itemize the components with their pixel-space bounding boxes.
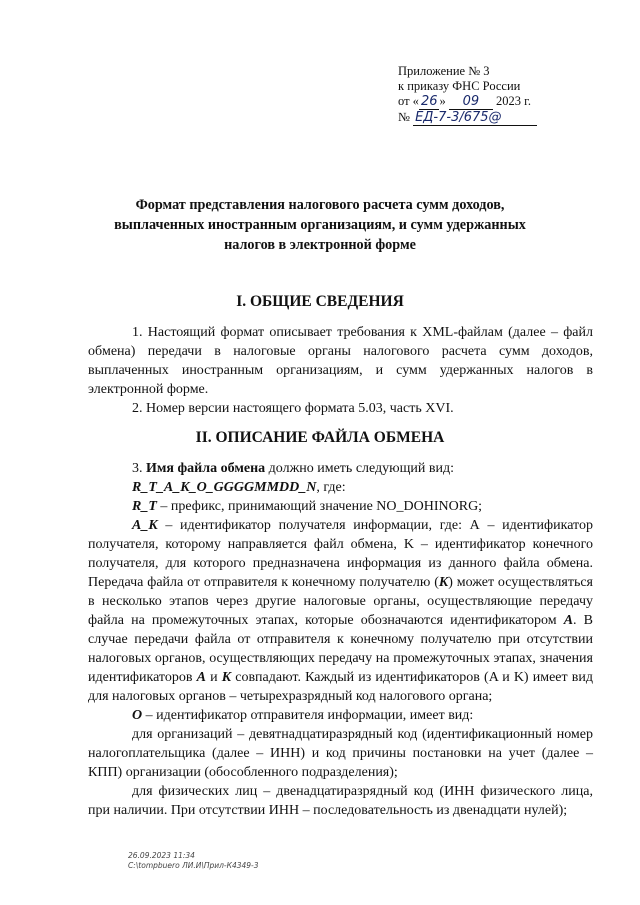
date-year: 2023 г. xyxy=(495,94,531,108)
title-line-1: Формат представления налогового расчета сумм доходов, xyxy=(135,197,505,213)
section-1-heading: I. ОБЩИЕ СВЕДЕНИЯ xyxy=(236,293,404,310)
term-rt: R_T xyxy=(132,499,157,514)
appendix-block xyxy=(398,64,618,126)
definition-rt: R_T – префикс, принимающий значение NO_DOHINORG; xyxy=(132,499,483,514)
title-line-3: налогов в электронной форме xyxy=(224,237,416,253)
paragraph-1: 1. Настоящий формат описывает требования к XML-файлам (далее – файл обмена) передачи в налоговые органы налогового расчета сумм доходов, выплаченных иностранным организациям, и сумм удержанных налогов в электронной форме. xyxy=(88,325,593,397)
section-1-body xyxy=(88,323,593,418)
term-file-name: Имя файла обмена xyxy=(146,461,266,476)
number-value: ЕД-7-3/675@ xyxy=(413,110,537,126)
footer-file-path: С:\tompbuero ЛИ.И\Прил-К4349-3 xyxy=(128,861,259,870)
appendix-line-2: к приказу ФНС России xyxy=(398,79,521,93)
term-ak: A_K xyxy=(132,518,158,533)
paragraph-3: 3. Имя файла обмена должно иметь следующий вид: xyxy=(132,461,455,476)
definition-ak: A_K – идентификатор получателя информации, где: А – идентификатор получателя, которому направляется файл обмена, K – идентификатор конечного получателя, для которого предназначена информация из данного файла обмена. Передача файла от отправителя к конечному получателю (K) может осуществляться в несколько этапов через другие налоговые органы, осуществляющие передачу файла на промежуточных этапах, которые обозначаются идентификатором А. В случае передачи файла от отправителя к конечному получателю при отсутствии налоговых органов, осуществляющих передачу на промежуточных этапах, значения идентификаторов А и K совпадают. Каждый из идентификаторов (A и K) имеет вид для налоговых органов – четырехразрядный код налогового органа; xyxy=(88,518,593,704)
definition-o: O – идентификатор отправителя информации, имеет вид: xyxy=(132,708,474,723)
title-line-2: выплаченных иностранным организациям, и сумм удержанных xyxy=(114,217,526,233)
number-prefix: № xyxy=(398,110,410,124)
footer-timestamp: 26.09.2023 11:34 xyxy=(128,851,195,860)
appendix-number xyxy=(398,110,618,126)
filename-pattern: R_T_A_K_O_GGGGMMDD_N, где: xyxy=(132,480,346,495)
date-day: 26 xyxy=(420,94,438,109)
date-prefix: от « xyxy=(398,94,419,108)
paragraph-2: 2. Номер версии настоящего формата 5.03, часть XVI. xyxy=(132,401,454,416)
term-o: O xyxy=(132,708,143,723)
date-month: 09 xyxy=(449,94,493,110)
document-title xyxy=(100,195,540,255)
filename-template: R_T_A_K_O_GGGGMMDD_N xyxy=(132,480,317,495)
appendix-date: от « 26 » 09 2023 г. xyxy=(398,94,531,109)
definition-individuals: для физических лиц – двенадцатиразрядный код (ИНН физического лица, при наличии. При отсутствии ИНН – последовательность из двенадцати нулей); xyxy=(88,784,593,818)
section-2-body xyxy=(88,459,593,820)
section-2-heading: II. ОПИСАНИЕ ФАЙЛА ОБМЕНА xyxy=(195,429,445,446)
definition-organizations: для организаций – девятнадцатиразрядный код (идентификационный номер налогоплательщика (далее – ИНН) и код причины постановки на учет (далее – КПП) организации (обособленного подразделения); xyxy=(88,727,593,780)
appendix-line-1: Приложение № 3 xyxy=(398,64,490,78)
footer-stamp xyxy=(128,851,259,871)
